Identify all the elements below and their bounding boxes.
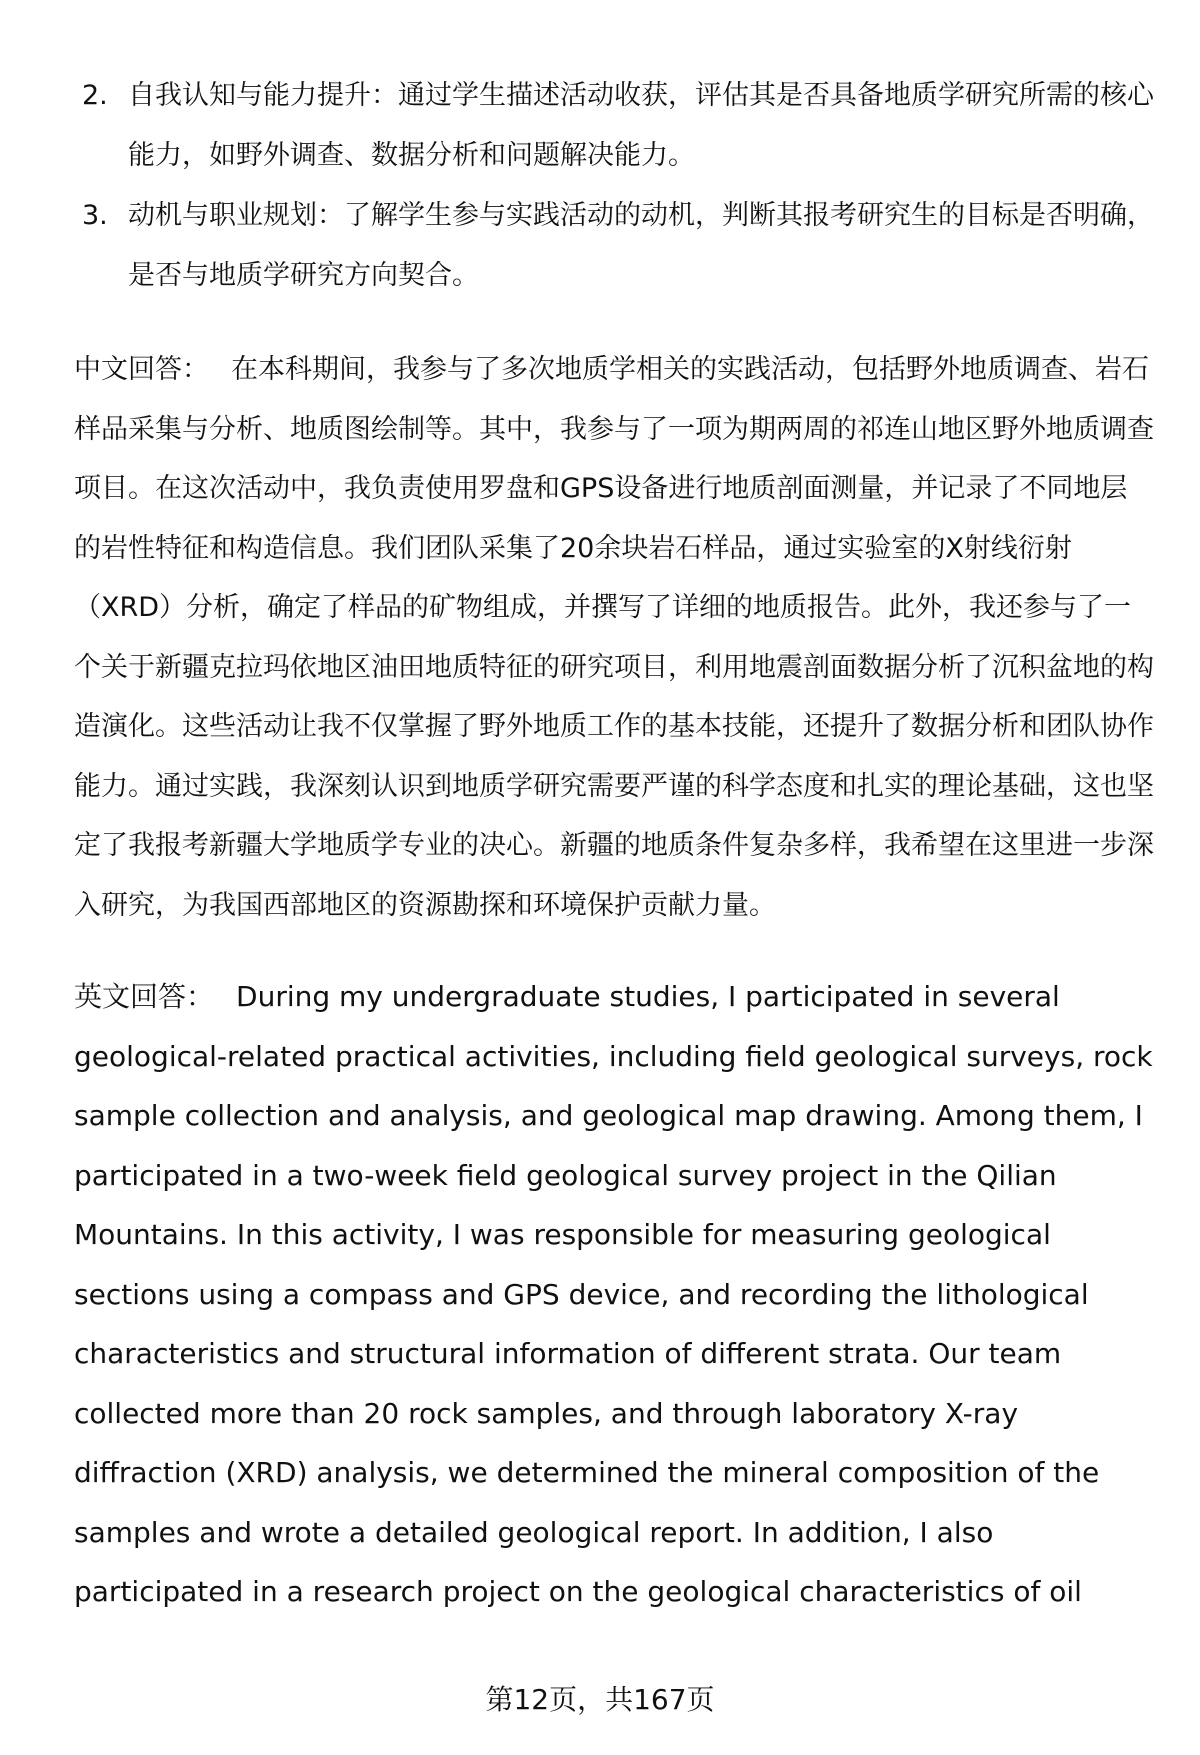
list-item-text: 动机与职业规划：了解学生参与实践活动的动机，判断其报考研究生的目标是否明确，是否与地质学研究方向契合。 [128,200,1154,291]
english-answer [74,967,1154,1622]
chinese-answer-text: 在本科期间，我参与了多次地质学相关的实践活动，包括野外地质调查、岩石样品采集与分析、地质图绘制等。其中，我参与了一项为期两周的祁连山地区野外地质调查项目。在这次活动中，我负责使用罗盘和GPS设备进行地质剖面测量，并记录了不同地层的岩性特征和构造信息。我们团队采集了20余块岩石样品，通过实验室的X射线衍射（XRD）分析，确定了样品的矿物组成，并撰写了详细的地质报告。此外，我还参与了一个关于新疆克拉玛依地区油田地质特征的研究项目，利用地震剖面数据分析了沉积盆地的构造演化。这些活动让我不仅掌握了野外地质工作的基本技能，还提升了数据分析和团队协作能力。通过实践，我深刻认识到地质学研究需要严谨的科学态度和扎实的理论基础，这也坚定了我报考新疆大学地质学专业的决心。新疆的地质条件复杂多样，我希望在这里进一步深入研究，为我国西部地区的资源勘探和环境保护贡献力量。 [74,354,1154,921]
list-item-number: 3. [82,200,108,231]
english-answer-label: 英文回答： [74,980,215,1013]
page-number: 第12页，共167页 [485,1683,715,1716]
list-item-text: 自我认知与能力提升：通过学生描述活动收获，评估其是否具备地质学研究所需的核心能力，如野外调查、数据分析和问题解决能力。 [128,80,1154,171]
chinese-answer [74,340,1154,935]
document-body [74,66,1154,1622]
english-answer-text: During my undergraduate studies, I participated in several geological-related practical activities, including field geological surveys, rock sample collection and analysis, and geological map drawing. Among them, I participated in a two-week field geological survey project in the Qilian Mountains. In this activity, I was responsible for measuring geological sections using a compass and GPS device, and recording the lithological characteristics and structural information of different strata. Our team collected more than 20 rock samples, and through laboratory X-ray diffraction (XRD) analysis, we determined the mineral composition of the samples and wrote a detailed geological report. In addition, I also participated in a research project on the geological characteristics of oil [74,980,1153,1608]
list-item [74,186,1154,306]
evaluation-list [74,66,1154,306]
list-item-number: 2. [82,80,108,111]
chinese-answer-label: 中文回答： [74,354,209,385]
list-item [74,66,1154,186]
